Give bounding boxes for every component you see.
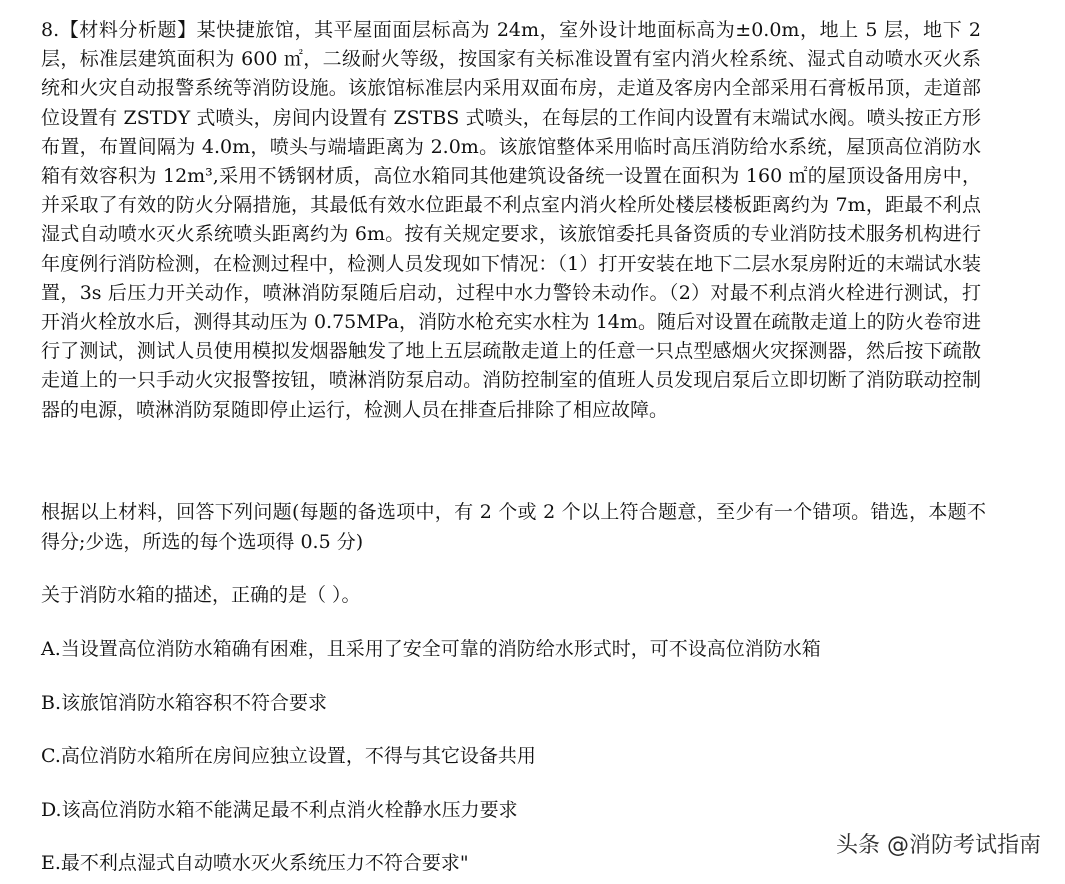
option-e: E.最不利点湿式自动喷水灭火系统压力不符合要求" bbox=[41, 852, 469, 874]
answer-instructions: 根据以上材料，回答下列问题(每题的备选项中，有 2 个或 2 个以上符合题意，至少有一个错项。错选，本题不得分;少选，所选的每个选项得 0.5 分) bbox=[41, 501, 986, 553]
option-c: C.高位消防水箱所在房间应独立设置，不得与其它设备共用 bbox=[41, 745, 536, 767]
option-a: A.当设置高位消防水箱确有困难，且采用了安全可靠的消防给水形式时，可不设高位消防水箱 bbox=[41, 638, 821, 660]
option-b: B.该旅馆消防水箱容积不符合要求 bbox=[41, 692, 328, 714]
watermark: 头条 @消防考试指南 bbox=[836, 833, 1041, 858]
option-d: D.该高位消防水箱不能满足最不利点消火栓静水压力要求 bbox=[41, 799, 518, 821]
material-passage: 8.【材料分析题】某快捷旅馆，其平屋面面层标高为 24m，室外设计地面标高为±0.0m，地上 5 层，地下 2 层，标准层建筑面积为 600 ㎡，二级耐火等级，按国家有关标准设置有室内消火栓系统、湿式自动喷水灭火系统和火灾自动报警系统等消防设施。该旅馆标准层内采用双面布房，走道及客房内全部采用石膏板吊顶，走道部位设置有 ZSTDY 式喷头，房间内设置有 ZSTBS 式喷头，在每层的工作间内设置有末端试水阀。喷头按正方形布置，布置间隔为 4.0m，喷头与端墙距离为 2.0m。该旅馆整体采用临时高压消防给水系统，屋顶高位消防水箱有效容积为 12m³,采用不锈钢材质，高位水箱同其他建筑设备统一设置在面积为 160 ㎡的屋顶设备用房中，并采取了有效的防火分隔措施，其最低有效水位距最不利点室内消火栓所处楼层楼板距离约为 7m，距最不利点湿式自动喷水灭火系统喷头距离约为 6m。按有关规定要求，该旅馆委托具备资质的专业消防技术服务机构进行年度例行消防检测，在检测过程中，检测人员发现如下情况：（1）打开安装在地下二层水泵房附近的末端试水装置，3s 后压力开关动作，喷淋消防泵随后启动，过程中水力警铃未动作。（2）对最不利点消火栓进行测试，打开消火栓放水后，测得其动压为 0.75MPa，消防水枪充实水柱为 14m。随后对设置在疏散走道上的防火卷帘进行了测试，测试人员使用模拟发烟器触发了地上五层疏散走道上的任意一只点型感烟火灾探测器，然后按下疏散走道上的一只手动火灾报警按钮，喷淋消防泵启动。消防控制室的值班人员发现启泵后立即切断了消防联动控制器的电源，喷淋消防泵随即停止运行，检测人员在排查后排除了相应故障。 bbox=[41, 19, 981, 421]
question-stem: 关于消防水箱的描述，正确的是（ ）。 bbox=[41, 584, 361, 606]
